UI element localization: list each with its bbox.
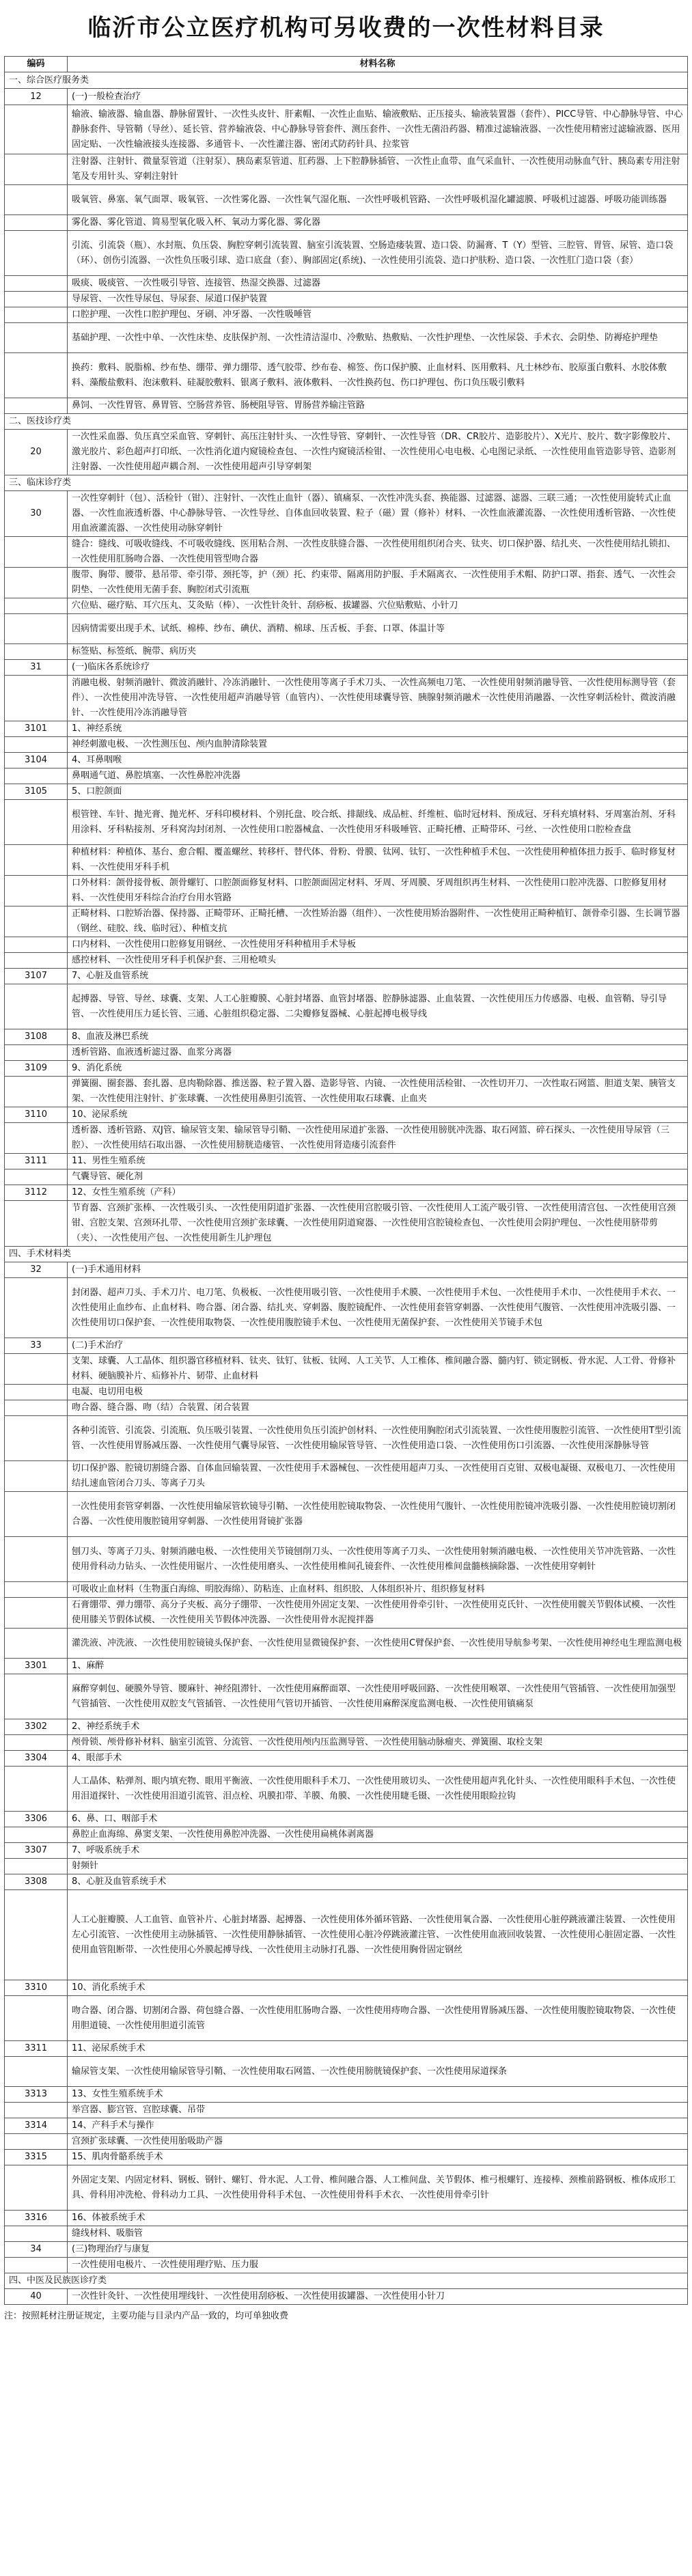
code-cell: 30 xyxy=(5,491,68,537)
code-cell xyxy=(5,614,68,644)
material-name-cell: 感控材料、一次性使用牙科手机保护套、三用枪喷头 xyxy=(68,953,688,969)
material-name-cell: 基础护理、一次性中单、一次性床垫、皮肤保护剂、一次性清洁湿巾、冷敷贴、热敷贴、一次性护理垫、一次性尿袋、手术衣、会阴垫、防褥疮护理垫 xyxy=(68,323,688,353)
code-cell xyxy=(5,568,68,598)
code-cell xyxy=(5,2165,68,2211)
material-name-cell: 输尿管支架、一次性使用输尿管导引鞘、一次性使用取石网篮、一次性使用膀胱镜保护套、一次性使用尿道探条 xyxy=(68,2057,688,2087)
code-cell xyxy=(5,1629,68,1659)
material-name-cell: 15、肌肉骨骼系统手术 xyxy=(68,2150,688,2165)
table-row xyxy=(5,2289,688,2305)
table-row xyxy=(5,676,688,721)
code-cell xyxy=(5,307,68,323)
material-name-cell: 10、泌尿系统 xyxy=(68,1107,688,1123)
table-row xyxy=(5,154,688,185)
table-row xyxy=(5,568,688,598)
code-cell: 34 xyxy=(5,2242,68,2258)
material-name-cell: 2、神经系统手术 xyxy=(68,1719,688,1735)
material-name-cell: 注射器、注射针、微量泵管道（注射泵）、胰岛素泵管道、肛药器、上下腔静脉插管、一次性止血带、血气采血针、一次性使用动脉血气针、胰岛素专用注射笔及专用针头、穿刺注射针 xyxy=(68,154,688,185)
code-cell: 3301 xyxy=(5,1659,68,1674)
table-row xyxy=(5,1278,688,1338)
table-row xyxy=(5,660,688,676)
material-name-cell: 12、女性生殖系统（产科） xyxy=(68,1185,688,1201)
material-name-cell: 一次性采血器、负压真空采血管、穿刺针、高压注射针头、一次性导管、穿刺针、一次性导管（DR、CR胶片、造影胶片）、X光片、胶片、数字影像胶片、激光胶片、彩色超声打印纸、一次性消化道内窥镜检查包、一次性内窥镜活检钳、一次性使用心电电极、心电图记录纸、一次性使用血管造影导管、造影剂注射器、一次性使用超声耦合剂、一次性使用超声引导穿刺架 xyxy=(68,430,688,475)
code-cell xyxy=(5,1767,68,1812)
code-cell: 3110 xyxy=(5,1107,68,1123)
code-cell: 3314 xyxy=(5,2118,68,2134)
code-cell xyxy=(5,215,68,231)
material-name-cell: 人工心脏瓣膜、人工血管、血管补片、心脏封堵器、起搏器、一次性使用体外循环管路、一次性使用氧合器、一次性使用心脏停跳液灌注装置、一次性使用左心引流管、一次性使用主动脉插管、一次性使用静脉插管、一次性使用心脏冷停跳液灌注管、一次性使用血液回收装置、一次性使用心脏固定器、一次性使用血管阻断带、一次性使用心外膜起搏导线、一次性使用主动脉打孔器、一次性使用胸骨固定钢丝 xyxy=(68,1890,688,1980)
material-name-cell: 导尿管、一次性导尿包、导尿套、尿道口保护装置 xyxy=(68,292,688,307)
table-row xyxy=(5,1077,688,1107)
table-row xyxy=(5,1354,688,1385)
material-name-cell: 吻合器、闭合器、切割闭合器、荷包缝合器、一次性使用肛肠吻合器、一次性使用痔吻合器、一次性使用胃肠减压器、一次性使用腹腔镜取物袋、一次性使用胆道镜、一次性使用胆道引流管 xyxy=(68,1996,688,2041)
material-name-cell: 11、男性生殖系统 xyxy=(68,1154,688,1169)
code-cell xyxy=(5,154,68,185)
table-row xyxy=(5,1107,688,1123)
table-row xyxy=(5,784,688,800)
material-name-cell: 节育器、宫颈扩张棒、一次性吸引头、一次性使用阴道扩张器、一次性使用宫腔吸引管、一次性使用人工流产吸引管、一次性使用清宫包、一次性使用宫颈钳、宫腔支架、宫颈环扎带、一次性使用宫颈扩张球囊、一次性使用阴道窥器、一次性使用宫腔镜检查包、一次性使用会阴护理包、一次性使用脐带剪（夹）、一次性使用产包、一次性使用新生儿护理包 xyxy=(68,1201,688,1247)
table-row xyxy=(5,1843,688,1859)
table-row xyxy=(5,2057,688,2087)
code-cell xyxy=(5,1400,68,1416)
table-row xyxy=(5,353,688,398)
table-row xyxy=(5,215,688,231)
table-row xyxy=(5,1751,688,1767)
table-row xyxy=(5,323,688,353)
table-row xyxy=(5,1674,688,1719)
code-cell: 3310 xyxy=(5,1980,68,1996)
table-row xyxy=(5,1338,688,1354)
material-name-cell: 电凝、电切用电极 xyxy=(68,1385,688,1400)
code-cell: 3315 xyxy=(5,2150,68,2165)
code-cell xyxy=(5,276,68,292)
section-title: 四、手术材料类 xyxy=(5,1247,688,1262)
section-title: 三、临床诊疗类 xyxy=(5,475,688,491)
material-name-cell: 举宫器、膨宫管、宫腔球囊、吊带 xyxy=(68,2103,688,2118)
code-cell: 20 xyxy=(5,430,68,475)
code-cell xyxy=(5,105,68,154)
material-name-cell: 9、消化系统 xyxy=(68,1061,688,1077)
table-row xyxy=(5,1416,688,1461)
material-name-cell: 引流、引流袋（瓶）、水封瓶、负压袋、胸腔穿刺引流装置、脑室引流装置、空肠造瘘装置、造口袋、防漏膏、T（Y）型管、三腔管、胃管、尿管、造口袋（环）、创伤引流器、一次性负压吸引球、造口底盘（套）、胸部固定(系统)、一次性使用引流袋、造口护肤粉、造口袋、一次性肛门造口袋（套） xyxy=(68,231,688,276)
code-cell: 3307 xyxy=(5,1843,68,1859)
material-name-cell: 一次性使用电极片、一次性使用理疗贴、压力服 xyxy=(68,2258,688,2273)
material-name-cell: 封闭器、超声刀头、手术刀片、电刀笔、负极板、一次性使用吸引管、一次性使用手术膜、一次性使用手术包、一次性使用手术巾、一次性使用手术衣、一次性使用止血纱布、止血材料、吻合器、闭合器、结扎夹、穿刺器、腹腔镜配件、一次性使用套管穿刺器、一次性使用气腹管、一次性使用冲洗吸引器、一次性使用切口保护套、一次性使用取物袋、一次性使用腹腔镜手术包、一次性使用无菌保护套、一次性使用关节镜手术包 xyxy=(68,1278,688,1338)
table-row xyxy=(5,491,688,537)
table-row xyxy=(5,1154,688,1169)
material-name-cell: 一次性使用套管穿刺器、一次性使用输尿管软镜导引鞘、一次性使用腔镜取物袋、一次性使用气腹针、一次性使用腔镜冲洗吸引器、一次性使用腔镜切割闭合器、一次性使用腹腔镜用穿刺器、一次性使用肾镜扩张器 xyxy=(68,1492,688,1537)
table-row xyxy=(5,89,688,105)
material-name-cell: 可吸收止血材料（生物蛋白海绵、明胶海绵）、防粘连、止血材料、组织胶、人体组织补片、组织修复材料 xyxy=(68,1582,688,1598)
material-name-cell: 7、心脏及血管系统 xyxy=(68,969,688,984)
code-cell: 3313 xyxy=(5,2087,68,2103)
table-row xyxy=(5,292,688,307)
material-name-cell: 鼻咽通气道、鼻腔填塞、一次性鼻腔冲洗器 xyxy=(68,768,688,784)
material-name-cell: 消融电极、射频消融针、微波消融针、冷冻消融针、一次性使用等离子手术刀头、一次性高频电刀笔、一次性使用射频消融导管、一次性使用标测导管（套件）、一次性使用冲洗导管、一次性使用超声消融导管（血管内）、一次性使用球囊导管、胰腺射频消融术一次性使用消融器、一次性穿刺活检针、微波消融针、一次性使用冷冻消融导管 xyxy=(68,676,688,721)
material-name-cell: (一)临床各系统诊疗 xyxy=(68,660,688,676)
table-row xyxy=(5,1812,688,1827)
table-row xyxy=(5,1890,688,1980)
material-name-cell: 4、眼部手术 xyxy=(68,1751,688,1767)
code-cell xyxy=(5,2103,68,2118)
code-cell xyxy=(5,1598,68,1629)
code-cell xyxy=(5,231,68,276)
code-cell xyxy=(5,876,68,906)
table-row xyxy=(5,1385,688,1400)
table-row xyxy=(5,737,688,753)
code-cell: 32 xyxy=(5,1262,68,1278)
section-row xyxy=(5,1247,688,1262)
material-name-cell: 气囊导管、硬化剂 xyxy=(68,1169,688,1185)
material-name-cell: 吸痰、吸痰管、一次性吸引导管、连接管、热湿交换器、过滤器 xyxy=(68,276,688,292)
code-cell: 3105 xyxy=(5,784,68,800)
table-row xyxy=(5,953,688,969)
table-row xyxy=(5,2087,688,2103)
code-cell xyxy=(5,906,68,937)
code-cell xyxy=(5,737,68,753)
material-name-cell: 射频针 xyxy=(68,1859,688,1874)
material-name-cell: 宫颈扩张球囊、一次性使用胎吸助产器 xyxy=(68,2134,688,2150)
code-cell xyxy=(5,1416,68,1461)
table-row xyxy=(5,2211,688,2226)
table-row xyxy=(5,2134,688,2150)
code-cell: 3101 xyxy=(5,721,68,737)
table-row xyxy=(5,1996,688,2041)
code-cell xyxy=(5,1890,68,1980)
material-name-cell: 一次性针灸针、一次性使用埋线针、一次性使用刮痧板、一次性使用拔罐器、一次性使用小针刀 xyxy=(68,2289,688,2305)
material-name-cell: (二)手术治疗 xyxy=(68,1338,688,1354)
table-row xyxy=(5,598,688,614)
code-cell xyxy=(5,2258,68,2273)
material-name-cell: 根管锉、车针、抛光膏、抛光杯、牙科印模材料、个别托盘、咬合纸、排龈线、成品桩、纤维桩、临时冠材料、预成冠、牙科充填材料、牙周塞治剂、牙科用涂料、牙科粘接剂、牙科窝沟封闭剂、一次性使用口腔器械盒、一次性使用牙科吸唾管、正畸托槽、正畸带环、弓丝、一次性使用口腔检查盘 xyxy=(68,800,688,845)
table-row xyxy=(5,644,688,660)
table-row xyxy=(5,1659,688,1674)
material-name-cell: 7、呼吸系统手术 xyxy=(68,1843,688,1859)
section-row xyxy=(5,414,688,430)
table-row xyxy=(5,1492,688,1537)
code-cell xyxy=(5,1169,68,1185)
material-name-cell: 10、消化系统手术 xyxy=(68,1980,688,1996)
table-row xyxy=(5,2118,688,2134)
material-name-cell: 6、鼻、口、咽部手术 xyxy=(68,1812,688,1827)
code-cell xyxy=(5,292,68,307)
code-cell xyxy=(5,2226,68,2242)
material-name-cell: 透析管路、血液透析滤过器、血浆分离器 xyxy=(68,1045,688,1061)
table-row xyxy=(5,2103,688,2118)
table-row xyxy=(5,1598,688,1629)
material-name-cell: 输液、输液器、输血器、静脉留置针、一次性头皮针、肝素帽、一次性止血贴、输液敷贴、正压接头、输液装置器（套件）、PICC导管、中心静脉导管、中心静脉套件、导管鞘（导丝）、延长管、营养输液袋、中心静脉导管套件、测压套件、一次性无菌沿药器、精准过滤输液器、一次性使用精密过滤输液器、医用固定贴、一次性输液接头连接器、多通管卡、一次性灌注器、密闭式防药针具、拉浆管 xyxy=(68,105,688,154)
material-name-cell: 换药：敷料、脱脂棉、纱布垫、绷带、弹力绷带、透气胶带、纱布卷、棉签、伤口保护膜、止血材料、医用敷料、凡士林纱布、胶原蛋白敷料、水胶体敷料、藻酸盐敷料、泡沫敷料、硅凝胶敷料、银离子敷料、液体敷料、一次性换药包、伤口护理包、伤口负压吸引敷料 xyxy=(68,353,688,398)
code-cell xyxy=(5,800,68,845)
material-name-cell: 缝线材料、吸脂管 xyxy=(68,2226,688,2242)
material-name-cell: 一次性穿刺针（包）、活检针（钳）、注射针、一次性止血针（器）、镇痛泵、一次性冲洗头套、换能器、过滤器、滤器、三联三通；一次性使用旋转式止血器、一次性血液透析器、中心静脉导管、一次性导丝、自体血回收装置、粒子（磁）置（修补）材料、一次性血液灌流器、一次性使用透析管路、一次性使用血液灌流器、一次性使用动脉穿刺针 xyxy=(68,491,688,537)
table-row xyxy=(5,1461,688,1492)
material-name-cell: 8、心脏及血管系统手术 xyxy=(68,1874,688,1890)
code-cell xyxy=(5,2057,68,2087)
table-row xyxy=(5,1045,688,1061)
table-row xyxy=(5,231,688,276)
material-name-cell: 口腔护理、一次性口腔护理包、牙刷、冲牙器、一次性吸唾管 xyxy=(68,307,688,323)
table-row xyxy=(5,537,688,568)
table-row xyxy=(5,984,688,1029)
code-cell xyxy=(5,845,68,876)
section-title: 一、综合医疗服务类 xyxy=(5,72,688,89)
code-cell xyxy=(5,644,68,660)
material-name-cell: (三)物理治疗与康复 xyxy=(68,2242,688,2258)
table-row xyxy=(5,1629,688,1659)
table-row xyxy=(5,1185,688,1201)
code-cell: 40 xyxy=(5,2289,68,2305)
code-cell xyxy=(5,953,68,969)
code-cell xyxy=(5,1385,68,1400)
code-cell: 3316 xyxy=(5,2211,68,2226)
table-row xyxy=(5,2150,688,2165)
code-cell xyxy=(5,1674,68,1719)
code-cell: 3109 xyxy=(5,1061,68,1077)
code-cell xyxy=(5,676,68,721)
material-name-cell: 鼻饲、一次性胃管、鼻胃管、空肠营养管、肠梗阻导管、胃肠营养输注管路 xyxy=(68,398,688,414)
table-row xyxy=(5,1980,688,1996)
code-cell xyxy=(5,598,68,614)
table-row xyxy=(5,753,688,768)
material-name-cell: 灌洗液、冲洗液、一次性使用腔镜镜头保护套、一次性使用显微镜保护套、一次性使用C臂保护套、一次性使用导航参考架、一次性使用神经电生理监测电极 xyxy=(68,1629,688,1659)
material-name-cell: 正畸材料、口腔矫治器、保持器、正畸带环、正畸托槽、一次性矫治器（组件）、一次性使用矫治器附件、一次性使用正畸种植钉、颌骨牵引器、生长调节器（钢丝、硅胶、线、临时冠）、种植支抗 xyxy=(68,906,688,937)
material-name-cell: 弹簧圈、圈套器、套扎器、息肉勒除器、推送器、粒子置入器、造影导管、内镜、一次性使用活检钳、一次性切开刀、一次性取石网篮、胆道支架、胰管支架、一次性使用注射针、扩张球囊、一次性使用鼻胆引流管、一次性使用取石球囊、止血夹 xyxy=(68,1077,688,1107)
material-name-cell: 各种引流管、引流袋、引流瓶、负压吸引装置、一次性使用负压引流护创材料、一次性使用胸腔闭式引流装置、一次性使用腹腔引流管、一次性使用T型引流管、一次性使用胃肠减压器、一次性使用气囊导尿管、一次性使用输尿管导管、一次性使用造口袋、一次性使用伤口引流器、一次性使用深静脉导管 xyxy=(68,1416,688,1461)
code-cell xyxy=(5,185,68,215)
material-name-cell: 神经刺激电极、一次性测压包、颅内血肿清除装置 xyxy=(68,737,688,753)
material-name-cell: 鼻腔止血海绵、鼻窦支架、一次性使用鼻腔冲洗器、一次性使用扁桃体剥离器 xyxy=(68,1827,688,1843)
code-cell xyxy=(5,1492,68,1537)
document-title: 临沂市公立医疗机构可另收费的一次性材料目录 xyxy=(87,14,605,42)
material-name-cell: 口外材料：颌骨接骨板、颌骨螺钉、口腔颌面修复材料、口腔颌面固定材料、牙周、牙周膜、牙周组织再生材料、一次性使用口腔冲洗器、口腔修复用材料、一次性使用牙科综合治疗台用水管路 xyxy=(68,876,688,906)
table-row xyxy=(5,1735,688,1751)
code-cell xyxy=(5,537,68,568)
material-name-cell: 因病情需要出现手术、试纸、棉棒、纱布、碘伏、酒精、棉球、压舌板、手套、口罩、体温计等 xyxy=(68,614,688,644)
material-name-cell: 腹带、胸带、腰带、悬吊带、牵引带、颈托等，护（颈）托、约束带、隔离用防护服、手术隔离衣、一次性使用手术帽、防护口罩、指套、透气、一次性会阴垫、一次性使用无菌手套、胸腔闭式引流瓶 xyxy=(68,568,688,598)
section-row xyxy=(5,72,688,89)
material-name-cell: 1、麻醉 xyxy=(68,1659,688,1674)
footnote: 注：按照耗材注册证规定，主要功能与目录内产品一致的，均可单独收费 xyxy=(4,2311,289,2321)
material-name-cell: 麻醉穿刺包、硬膜外导管、腰麻针、神经阻滞针、一次性使用麻醉面罩、一次性使用呼吸回路、一次性使用喉罩、一次性使用气管插管、一次性使用加强型气管插管、一次性使用双腔支气管插管、一次性使用气管切开插管、一次性使用麻醉深度监测电极、一次性使用镇痛泵 xyxy=(68,1674,688,1719)
material-name-cell: 4、耳鼻咽喉 xyxy=(68,753,688,768)
code-cell: 3306 xyxy=(5,1812,68,1827)
material-name-cell: 石膏绷带、弹力绷带、高分子夹板、高分子绷带、一次性使用外固定支架、一次性使用骨牵引针、一次性使用克氏针、一次性使用髋关节假体试模、一次性使用膝关节假体试模、一次性使用关节假体冲洗器、一次性使用骨水泥搅拌器 xyxy=(68,1598,688,1629)
table-row xyxy=(5,845,688,876)
material-name-cell: (一)手术通用材料 xyxy=(68,1262,688,1278)
material-name-cell: 穴位贴、磁疗贴、耳穴压丸、艾灸贴（棒）、一次性针灸针、刮痧板、拔罐器、穴位贴敷贴、小针刀 xyxy=(68,598,688,614)
material-name-cell: 刨刀头、等离子刀头、射频消融电极、一次性使用关节镜刨削刀头、一次性使用等离子刀头、一次性使用射频消融电极、一次性使用关节冲洗管路、一次性使用骨科动力钻头、一次性使用锯片、一次性使用磨头、一次性使用椎间孔镜套件、一次性使用椎间盘髓核摘除器、一次性使用穿刺针 xyxy=(68,1537,688,1582)
code-cell xyxy=(5,984,68,1029)
code-cell xyxy=(5,1827,68,1843)
table-row xyxy=(5,1201,688,1247)
material-name-cell: 11、泌尿系统手术 xyxy=(68,2041,688,2057)
table-row xyxy=(5,1123,688,1154)
column-header-code: 编码 xyxy=(5,57,68,72)
material-name-cell: 缝合：缝线、可吸收缝线、不可吸收缝线、医用粘合剂、一次性皮肤缝合器、一次性使用组织闭合夹、钛夹、切口保护器、结扎夹、一次性使用结扎锁扣、一次性使用肛肠吻合器、一次性使用管型吻合器 xyxy=(68,537,688,568)
table-row xyxy=(5,2041,688,2057)
table-row xyxy=(5,614,688,644)
table-row xyxy=(5,1169,688,1185)
material-name-cell: 种植材料：种植体、基台、愈合帽、覆盖螺丝、转移杆、替代体、骨粉、骨膜、钛网、钛钉、一次性种植手术包、一次性使用种植体扭力扳手、临时修复材料、一次性使用牙科手机 xyxy=(68,845,688,876)
code-cell: 3104 xyxy=(5,753,68,768)
code-cell xyxy=(5,1537,68,1582)
code-cell xyxy=(5,1996,68,2041)
code-cell xyxy=(5,353,68,398)
table-row xyxy=(5,185,688,215)
code-cell: 33 xyxy=(5,1338,68,1354)
catalog-table xyxy=(4,56,688,2305)
table-row xyxy=(5,1719,688,1735)
material-name-cell: 16、体被系统手术 xyxy=(68,2211,688,2226)
code-cell xyxy=(5,1354,68,1385)
table-body xyxy=(5,72,688,2305)
code-cell xyxy=(5,1735,68,1751)
table-row xyxy=(5,876,688,906)
table-row xyxy=(5,1767,688,1812)
material-name-cell: 起搏器、导管、导丝、球囊、支架、人工心脏瓣膜、心脏封堵器、血管封堵器、腔静脉滤器、止血装置、一次性使用压力传感器、电极、血管鞘、导引导管、一次性使用压力延长管、三通、心脏组织稳定器、二尖瓣修复器械、心脏起搏电极导线 xyxy=(68,984,688,1029)
table-row xyxy=(5,1582,688,1598)
material-name-cell: 吻合器、缝合器、吻（结）合装置、闭合装置 xyxy=(68,1400,688,1416)
material-name-cell: 1、神经系统 xyxy=(68,721,688,737)
material-name-cell: 吸氧管、鼻塞、氧气面罩、吸氧管、一次性雾化器、一次性氧气湿化瓶、一次性呼吸机管路、一次性呼吸机湿化罐滤膜、呼吸机过滤器、呼吸功能训练器 xyxy=(68,185,688,215)
code-cell xyxy=(5,398,68,414)
table-row xyxy=(5,1537,688,1582)
table-row xyxy=(5,2165,688,2211)
code-cell xyxy=(5,1045,68,1061)
table-header-row xyxy=(5,57,688,72)
table-row xyxy=(5,937,688,953)
material-name-cell: 5、口腔颌面 xyxy=(68,784,688,800)
section-row xyxy=(5,475,688,491)
code-cell: 31 xyxy=(5,660,68,676)
code-cell xyxy=(5,1278,68,1338)
code-cell: 3304 xyxy=(5,1751,68,1767)
table-row xyxy=(5,1262,688,1278)
section-title: 二、医技诊疗类 xyxy=(5,414,688,430)
table-row xyxy=(5,307,688,323)
code-cell xyxy=(5,1582,68,1598)
code-cell xyxy=(5,2134,68,2150)
code-cell: 3302 xyxy=(5,1719,68,1735)
table-row xyxy=(5,768,688,784)
table-row xyxy=(5,398,688,414)
table-row xyxy=(5,969,688,984)
material-name-cell: 雾化器、雾化管道、简易型氧化吸入杯、氧动力雾化器、雾化器 xyxy=(68,215,688,231)
section-row xyxy=(5,2273,688,2289)
table-row xyxy=(5,1061,688,1077)
material-name-cell: 标签贴、标签纸、腕带、病历夹 xyxy=(68,644,688,660)
code-cell xyxy=(5,1077,68,1107)
material-name-cell: 人工晶体、粘弹剂、眼内填充物、眼用平衡液、一次性使用眼科手术刀、一次性使用玻切头、一次性使用超声乳化针头、一次性使用眼科手术包、一次性使用泪道探针、一次性使用泪道引流管、泪点栓、巩膜扣带、羊膜、角膜、一次性使用睫毛镊、一次性使用眼睑拉钩 xyxy=(68,1767,688,1812)
code-cell xyxy=(5,1201,68,1247)
column-header-name: 材料名称 xyxy=(68,57,688,72)
table-row xyxy=(5,1827,688,1843)
code-cell: 3112 xyxy=(5,1185,68,1201)
table-row xyxy=(5,2258,688,2273)
table-row xyxy=(5,105,688,154)
material-name-cell: 支架、球囊、人工晶体、组织器官移植材料、钛夹、钛钉、钛板、钛网、人工关节、人工椎体、椎间融合器、髓内钉、锁定钢板、骨水泥、人工骨、骨修补材料、硬脑膜补片、疝修补片、韧带、止血材料 xyxy=(68,1354,688,1385)
material-name-cell: 透析器、透析管路、双J管、输尿管支架、输尿管导引鞘、一次性使用尿道扩张器、一次性使用膀胱冲洗器、取石网篮、碎石探头、一次性使用导尿管（三腔）、一次性使用结石取出器、一次性使用膀胱造瘘管、一次性使用肾造瘘引流套件 xyxy=(68,1123,688,1154)
code-cell: 3311 xyxy=(5,2041,68,2057)
code-cell: 12 xyxy=(5,89,68,105)
code-cell: 3108 xyxy=(5,1029,68,1045)
table-row xyxy=(5,906,688,937)
table-row xyxy=(5,276,688,292)
material-name-cell: 8、血液及淋巴系统 xyxy=(68,1029,688,1045)
material-name-cell: 口内材料、一次性使用口腔修复用钢丝、一次性使用牙科种植用手术导板 xyxy=(68,937,688,953)
table-row xyxy=(5,2242,688,2258)
code-cell: 3308 xyxy=(5,1874,68,1890)
material-name-cell: 切口保护器、腔镜切割缝合器、自体血回输装置、一次性使用手术器械包、一次性使用超声刀头、一次性使用百克钳、双极电凝镊、双极电刀、一次性使用结扎速血管闭合刀头、等离子刀头 xyxy=(68,1461,688,1492)
code-cell xyxy=(5,323,68,353)
material-name-cell: 13、女性生殖系统手术 xyxy=(68,2087,688,2103)
code-cell xyxy=(5,1859,68,1874)
code-cell: 3111 xyxy=(5,1154,68,1169)
code-cell xyxy=(5,937,68,953)
table-row xyxy=(5,1029,688,1045)
table-row xyxy=(5,2226,688,2242)
code-cell: 3107 xyxy=(5,969,68,984)
code-cell xyxy=(5,1461,68,1492)
material-name-cell: (一)一般检查治疗 xyxy=(68,89,688,105)
material-name-cell: 颅骨锁、颅骨修补材料、脑室引流管、分流管、一次性使用颅内压监测导管、一次性使用脑动脉瘤夹、弹簧圈、取栓支架 xyxy=(68,1735,688,1751)
section-title: 四、中医及民族医诊疗类 xyxy=(5,2273,688,2289)
code-cell xyxy=(5,1123,68,1154)
material-name-cell: 14、产科手术与操作 xyxy=(68,2118,688,2134)
material-name-cell: 外固定支架、内固定材料、钢板、钢针、螺钉、骨水泥、人工骨、椎间融合器、人工椎间盘、关节假体、椎弓根螺钉、连接棒、颈椎前路钢板、椎体成形工具、骨科用冲洗枪、骨科动力工具、一次性使用骨科手术包、一次性使用骨科手术衣、一次性使用骨牵引针 xyxy=(68,2165,688,2211)
table-row xyxy=(5,430,688,475)
table-row xyxy=(5,1874,688,1890)
table-row xyxy=(5,800,688,845)
table-row xyxy=(5,1859,688,1874)
code-cell xyxy=(5,768,68,784)
table-row xyxy=(5,721,688,737)
table-row xyxy=(5,1400,688,1416)
